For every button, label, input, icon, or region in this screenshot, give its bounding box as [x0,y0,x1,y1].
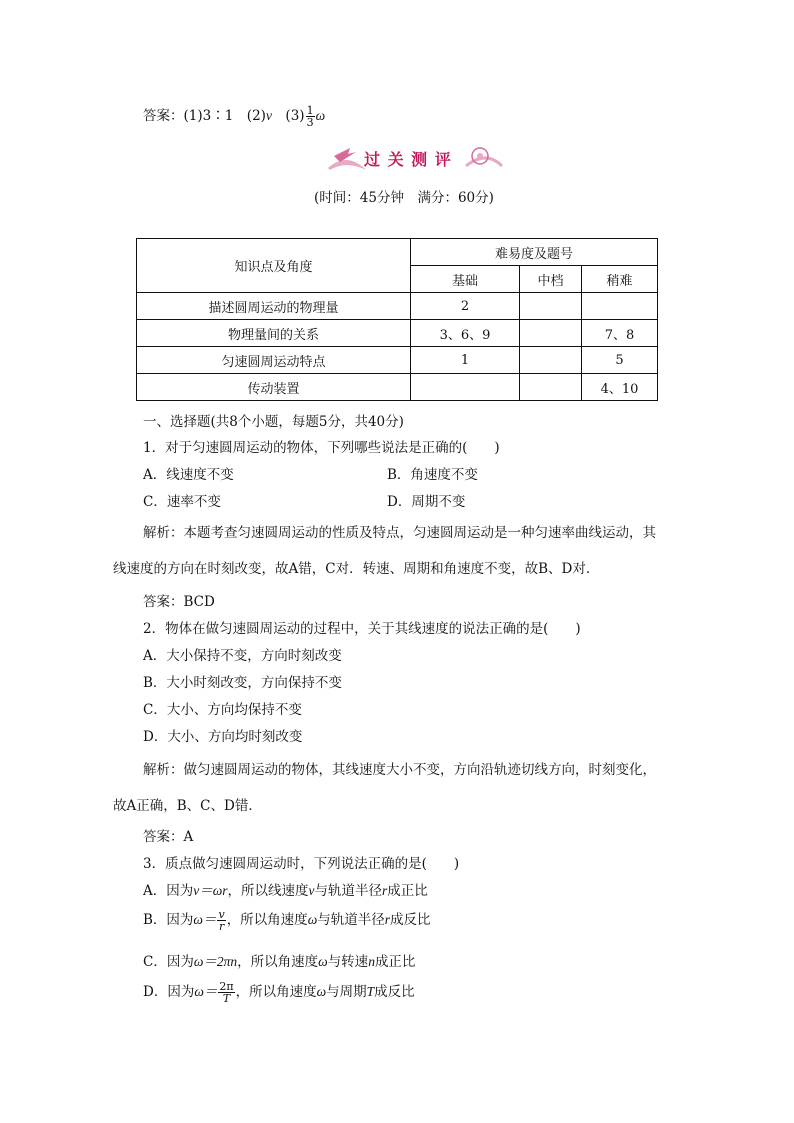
q1-option-a: A．线速度不变 [143,467,234,483]
row-mid [520,374,582,401]
table-row [137,320,658,347]
q1-analysis-line2: 线速度的方向在时刻改变，故A错，C对．转速、周期和角速度不变，故B、D对． [113,561,600,577]
row-basic: 2 [411,293,520,320]
q2-option-d: D．大小、方向均时刻改变 [143,729,303,745]
q3-option-d: D．因为ω＝ $\frac{2\pi}{T}$ ，所以角速度ω与周期T成反比 [143,980,415,1005]
q2-answer: 答案：A [143,829,194,845]
q3-option-b: B．因为ω＝ $\frac{v}{r}$ ，所以角速度ω与轨道半径r成反比 [143,908,431,933]
row-topic: 描述圆周运动的物理量 [137,293,411,320]
table-row [137,293,658,320]
subheader-mid: 中档 [520,266,582,293]
row-topic: 传动装置 [137,374,411,401]
q2-analysis-line1: 解析：做匀速圆周运动的物体，其线速度大小不变，方向沿轨迹切线方向，时刻变化， [143,762,656,778]
row-mid [520,347,582,374]
section-banner [326,142,506,174]
row-hard: 4、10 [582,374,658,401]
q2-option-b: B．大小时刻改变，方向保持不变 [143,675,342,691]
q3-b-fraction: $\frac{v}{r}$ [218,908,225,933]
row-basic [411,374,520,401]
q3-d-fraction: $\frac{2\pi}{T}$ [219,980,234,1005]
row-hard [582,293,658,320]
q2-option-c: C．大小、方向均保持不变 [143,702,302,718]
table-row [137,347,658,374]
q1-option-d: D．周期不变 [387,494,466,510]
q3-option-c: C．因为ω＝2πn，所以角速度ω与转速n成正比 [143,954,416,970]
q1-stem: 1．对于匀速圆周运动的物体，下列哪些说法是正确的( ) [143,440,500,456]
row-basic: 1 [411,347,520,374]
answer-mid: (3) [271,108,305,124]
answer-fraction: $\frac{1}{3}$ [306,104,314,129]
table-row [137,374,658,401]
q2-analysis-line2: 故A正确，B、C、D错． [113,798,262,814]
answer-omega: ω [315,108,326,123]
answer-prefix: 答案：(1)3∶1 (2) [143,108,266,124]
previous-answer-line [143,104,325,128]
subheader-hard: 稍难 [582,266,658,293]
row-mid [520,320,582,347]
header-knowledge: 知识点及角度 [137,239,411,293]
header-difficulty: 难易度及题号 [411,239,658,266]
row-basic: 3、6、9 [411,320,520,347]
knowledge-table [136,238,658,401]
answer-v: v [265,108,272,123]
row-hard: 5 [582,347,658,374]
q2-option-a: A．大小保持不变，方向时刻改变 [143,648,342,664]
q2-stem: 2．物体在做匀速圆周运动的过程中，关于其线速度的说法正确的是( ) [143,621,581,637]
row-mid [520,293,582,320]
section-title: 一、选择题(共8个小题，每题5分，共40分) [143,414,404,430]
q3-option-a: A．因为v＝ωr，所以线速度v与轨道半径r成正比 [143,883,428,899]
q1-option-c: C．速率不变 [143,494,221,510]
subheader-basic: 基础 [411,266,520,293]
row-topic: 物理量间的关系 [137,320,411,347]
q1-analysis-line1: 解析：本题考查匀速圆周运动的性质及特点，匀速圆周运动是一种匀速率曲线运动，其 [143,525,656,541]
q3-stem: 3．质点做匀速圆周运动时，下列说法正确的是( ) [143,856,460,872]
q1-option-b: B．角速度不变 [387,467,478,483]
q1-answer: 答案：BCD [143,594,215,610]
banner-title: 过 关 测 评 [364,150,452,169]
row-hard: 7、8 [582,320,658,347]
row-topic: 匀速圆周运动特点 [137,347,411,374]
time-info: (时间：45分钟 满分：60分) [314,190,494,206]
